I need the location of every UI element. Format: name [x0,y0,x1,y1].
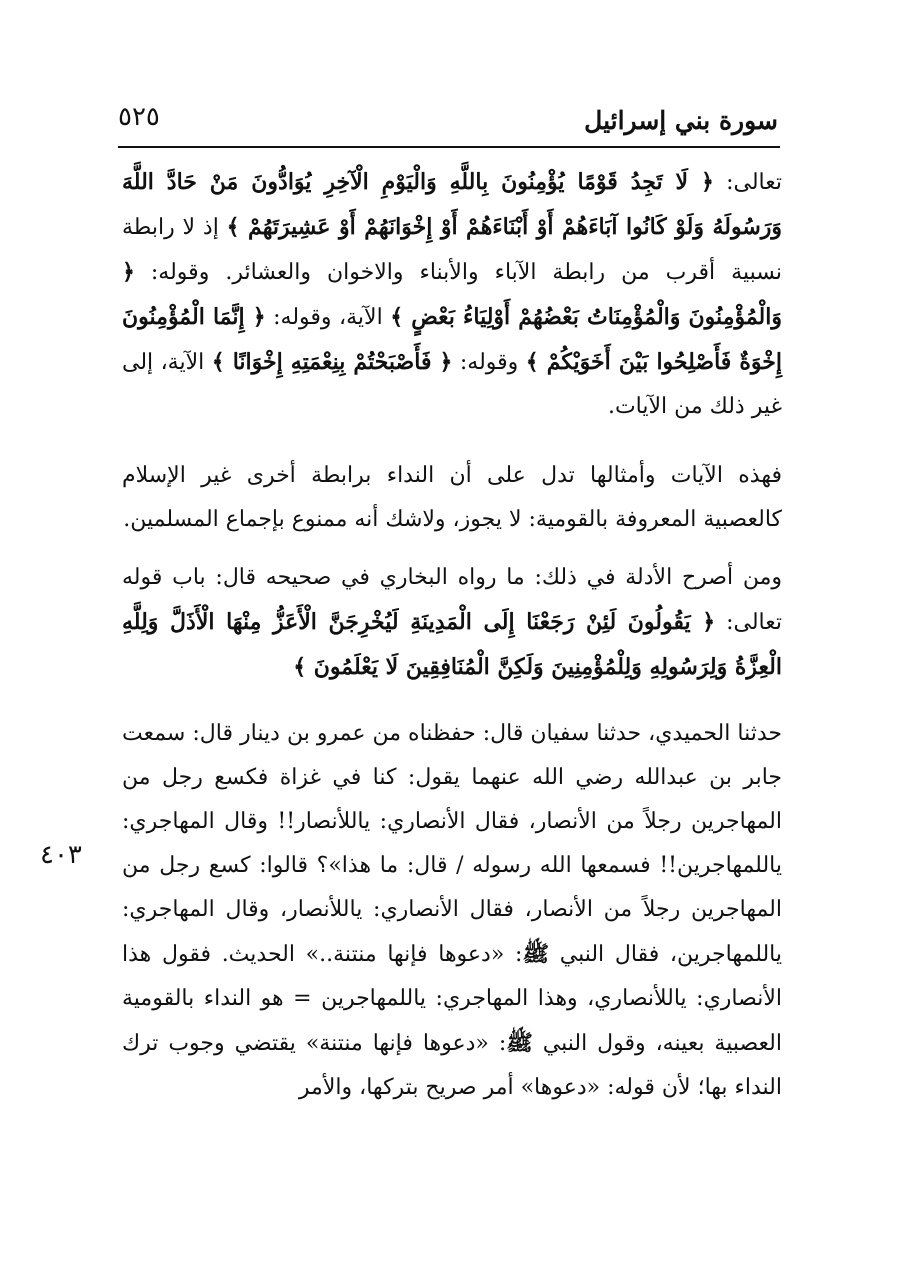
page-header [118,100,778,146]
text-segment: : «دعوها فإنها منتنة..» الحديث. فقول هذا الأنصاري: ياللأنصاري، وهذا المهاجري: ياللمهاجرين = هو النداء بالقومية العصبية بعينه، وقول النبي [122,942,782,1056]
quran-verse: ﴿ إِنَّمَا الْمُؤْمِنُونَ إِخْوَةٌ فَأَصْلِحُوا بَيْنَ أَخَوَيْكُمْ ﴾ [122,304,783,375]
quran-verse: ﴿ وَالْمُؤْمِنُونَ وَالْمُؤْمِنَاتُ بَعْضُهُمْ أَوْلِيَاءُ بَعْضٍ ﴾ [122,259,782,330]
surah-title: سورة بني إسرائيل [584,106,778,135]
header-divider [118,146,780,148]
salutation-glyph: ﷺ [522,941,550,967]
paragraph-2: فهذه الآيات وأمثالها تدل على أن النداء برابطة أخرى غير الإسلام كالعصبية المعروفة بالقومية: لا يجوز، ولاشك أنه ممنوع بإجماع المسلمين. [122,463,782,532]
text-segment: إذ لا رابطة نسبية أقرب من رابطة الآباء والأبناء والاخوان والعشائر. وقوله: [122,215,782,285]
text-segment: تعالى: [713,170,782,195]
text-segment: وقوله: [452,350,526,375]
text-segment: ومن أصرح الأدلة في ذلك: ما رواه البخاري في صحيحه قال: باب قوله تعالى: [122,565,782,635]
salutation-glyph: ﷺ [506,1030,533,1056]
text-segment: حدثنا الحميدي، حدثنا سفيان قال: حفظناه من عمرو بن دينار قال: سمعت جابر بن عبدالله رضي الله عنهما يقول: كنا في غزاة فكسع رجل من المهاجرين رجلاً من الأنصار، فقال الأنصاري: ياللأنصار!! وقال المهاجري: ياللمهاجرين!! فسمعها الله رسوله / قال: ما هذا»؟ قالوا: كسع رجل من المهاجرين رجلاً من الأنصار، فقال الأنصاري: ياللأنصار، وقال المهاجري: ياللمهاجرين، فقال النبي [122,721,783,967]
quran-verse: ﴿ لَا تَجِدُ قَوْمًا يُؤْمِنُونَ بِاللَّهِ وَالْيَوْمِ الْآخِرِ يُوَادُّونَ مَنْ حَادَّ اللَّهَ وَرَسُولَهُ وَلَوْ كَانُوا آبَاءَهُمْ أَوْ أَبْنَاءَهُمْ أَوْ إِخْوَانَهُمْ أَوْ عَشِيرَتَهُمْ ﴾ [122,169,783,240]
text-segment: الآية، وقوله: [265,305,391,330]
quran-verse: ﴿ فَأَصْبَحْتُمْ بِنِعْمَتِهِ إِخْوَانًا ﴾ [211,349,453,375]
page-number: ٥٢٥ [118,102,160,132]
text-segment: : «دعوها فإنها منتنة» يقتضي وجوب ترك النداء بها؛ لأن قوله: «دعوها» أمر صريح بتركها، والأمر [122,1031,782,1100]
text-segment: الآية، إلى غير ذلك من الآيات. [122,350,782,419]
paragraph-1 [122,160,782,450]
paragraph-4 [122,712,782,1110]
paragraph-3 [122,556,782,690]
margin-page-number: ٤٠٣ [40,840,82,870]
quran-verse: ﴿ يَقُولُونَ لَئِنْ رَجَعْنَا إِلَى الْمَدِينَةِ لَيُخْرِجَنَّ الْأَعَزُّ مِنْهَا الْأَذَلَّ وَلِلَّهِ الْعِزَّةُ وَلِرَسُولِهِ وَلِلْمُؤْمِنِينَ وَلَكِنَّ الْمُنَافِقِينَ لَا يَعْلَمُونَ ﴾ [122,609,782,680]
page-body [122,160,782,1110]
